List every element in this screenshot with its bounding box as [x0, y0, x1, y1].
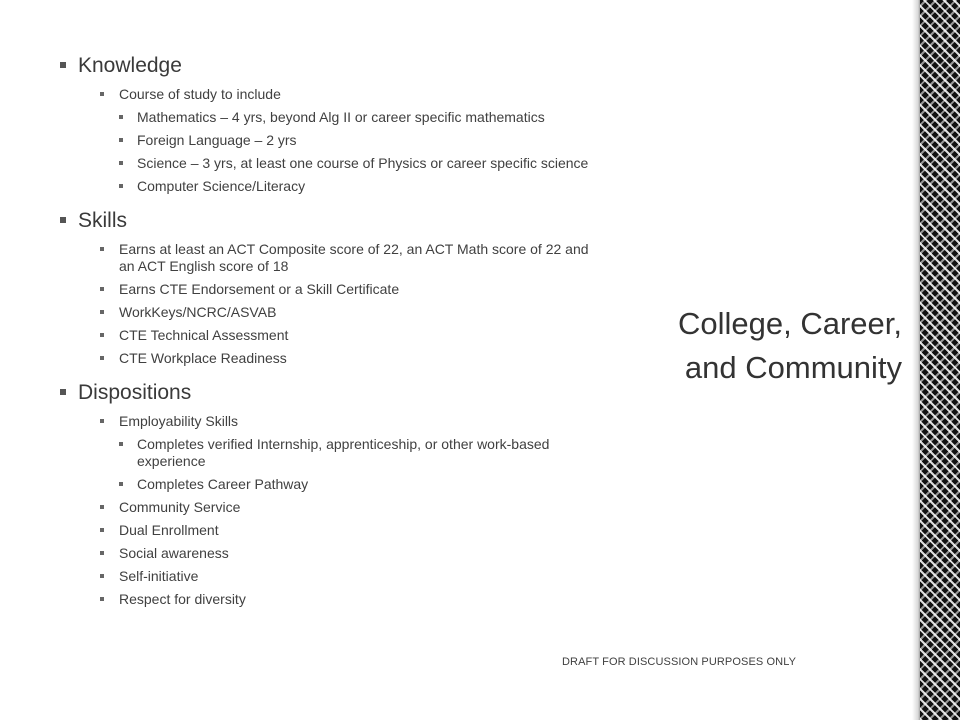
square-bullet-icon — [100, 597, 104, 601]
list-item-label: CTE Technical Assessment — [119, 327, 289, 343]
list-item — [100, 241, 600, 275]
slide-title-line-2: and Community — [684, 350, 902, 385]
square-bullet-icon — [100, 419, 104, 423]
list-item — [100, 281, 600, 298]
section-dispositions — [60, 379, 600, 608]
list-item-label: WorkKeys/NCRC/ASVAB — [119, 304, 277, 320]
bullet-content — [60, 52, 600, 608]
square-bullet-icon — [100, 310, 104, 314]
list-item-label: CTE Workplace Readiness — [119, 350, 287, 366]
list-item-label: Self-initiative — [119, 568, 199, 584]
sub-list-item — [100, 476, 600, 493]
sub-list-item-label: Foreign Language – 2 yrs — [137, 132, 297, 148]
outline-list — [60, 52, 600, 608]
sub-list-item-label: Science – 3 yrs, at least one course of Physics or career specific science — [137, 155, 589, 171]
list-item — [100, 350, 600, 367]
list-item-label: Respect for diversity — [119, 591, 246, 607]
square-bullet-icon — [100, 528, 104, 532]
sub-list-item — [100, 178, 600, 195]
footer-note: DRAFT FOR DISCUSSION PURPOSES ONLY — [562, 656, 797, 668]
section-heading: Skills — [78, 209, 128, 232]
list-item — [100, 499, 600, 516]
list-item-label: Community Service — [119, 499, 241, 515]
sub-list-item — [100, 436, 600, 470]
list-item-label: Earns at least an ACT Composite score of 22, an ACT Math score of 22 and an ACT English score of 18 — [119, 241, 589, 274]
list-item — [100, 568, 600, 585]
square-bullet-icon — [119, 442, 123, 446]
list-item — [100, 86, 600, 195]
list-item-label: Social awareness — [119, 545, 229, 561]
square-bullet-icon — [119, 138, 123, 142]
square-bullet-icon — [60, 217, 66, 223]
slide-title — [602, 302, 902, 390]
square-bullet-icon — [100, 92, 104, 96]
sub-list-item — [100, 155, 600, 172]
square-bullet-icon — [100, 551, 104, 555]
section-knowledge — [60, 52, 600, 195]
list-item-label: Dual Enrollment — [119, 522, 219, 538]
square-bullet-icon — [100, 287, 104, 291]
list-item-label: Employability Skills — [119, 413, 239, 429]
decorative-border — [920, 0, 960, 720]
square-bullet-icon — [100, 505, 104, 509]
square-bullet-icon — [119, 161, 123, 165]
sub-list-item-label: Completes Career Pathway — [137, 476, 309, 492]
list-item — [100, 545, 600, 562]
sub-list-item-label: Mathematics – 4 yrs, beyond Alg II or career specific mathematics — [137, 109, 545, 125]
list-item — [100, 413, 600, 493]
square-bullet-icon — [60, 62, 66, 68]
square-bullet-icon — [100, 333, 104, 337]
square-bullet-icon — [119, 115, 123, 119]
section-skills — [60, 207, 600, 367]
square-bullet-icon — [100, 574, 104, 578]
square-bullet-icon — [119, 184, 123, 188]
list-item — [100, 522, 600, 539]
sub-list-item — [100, 109, 600, 126]
list-item — [100, 591, 600, 608]
sub-list-item-label: Computer Science/Literacy — [137, 178, 306, 194]
square-bullet-icon — [100, 356, 104, 360]
square-bullet-icon — [119, 482, 123, 486]
square-bullet-icon — [100, 247, 104, 251]
slide-title-line-1: College, Career, — [677, 306, 902, 341]
list-item — [100, 327, 600, 344]
list-item-label: Course of study to include — [119, 86, 281, 102]
section-heading: Knowledge — [78, 54, 182, 77]
square-bullet-icon — [60, 389, 66, 395]
list-item-label: Earns CTE Endorsement or a Skill Certificate — [119, 281, 400, 297]
section-heading: Dispositions — [78, 381, 192, 404]
list-item — [100, 304, 600, 321]
sub-list-item — [100, 132, 600, 149]
sub-list-item-label: Completes verified Internship, apprenticeship, or other work-based experience — [137, 436, 550, 469]
